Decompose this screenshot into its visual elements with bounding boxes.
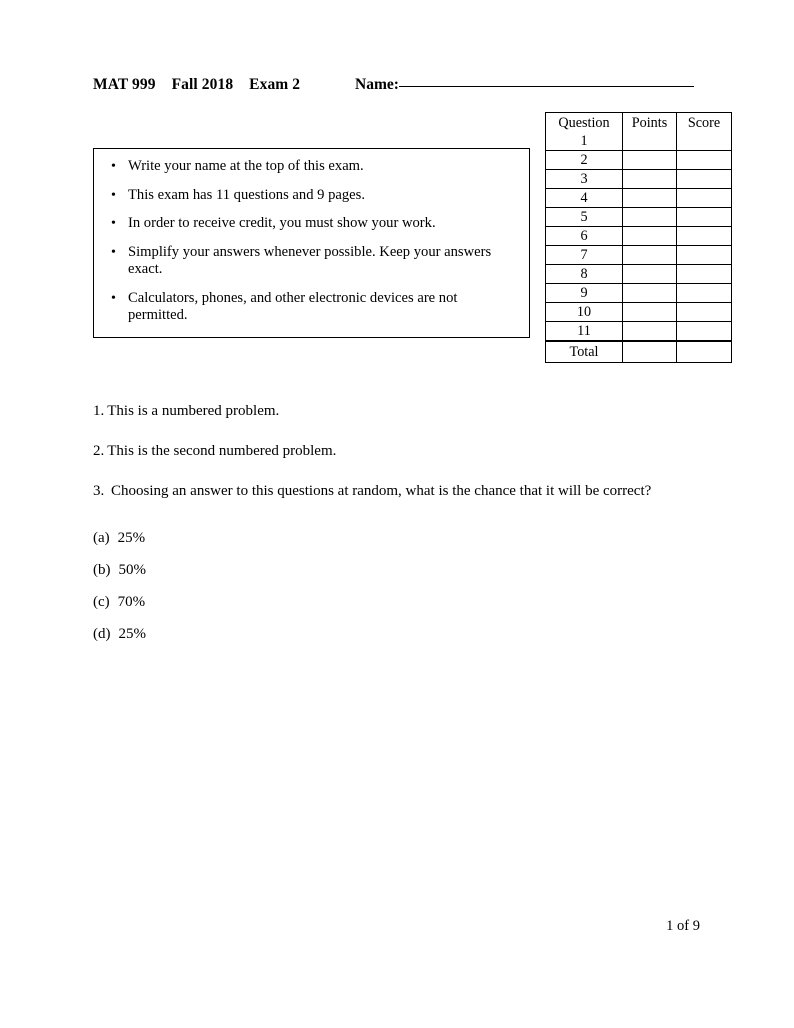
cell-score[interactable] [677, 208, 732, 227]
instruction-item [111, 186, 517, 205]
cell-score[interactable] [677, 170, 732, 189]
cell-score[interactable] [677, 284, 732, 303]
choice-item[interactable] [93, 561, 393, 579]
cell-score[interactable] [677, 246, 732, 265]
cell-points[interactable] [623, 322, 677, 342]
choice-text: 70% [117, 594, 146, 610]
cell-question: 4 [546, 189, 623, 208]
choice-item[interactable] [93, 593, 393, 611]
cell-score[interactable] [677, 132, 732, 151]
cell-question: 10 [546, 303, 623, 322]
problem-number: 2. [93, 443, 105, 459]
choice-text: 50% [118, 562, 146, 578]
table-row [546, 189, 732, 208]
page-indicator: 1 of 9 [666, 918, 700, 934]
table-row [546, 246, 732, 265]
cell-score[interactable] [677, 151, 732, 170]
exam-header [93, 76, 701, 98]
instruction-text: Calculators, phones, and other electronic devices are not permitted. [128, 289, 458, 323]
problem-text: This is the second numbered problem. [107, 443, 337, 459]
table-row [546, 284, 732, 303]
bullet-icon: • [111, 187, 116, 203]
cell-points[interactable] [623, 246, 677, 265]
cell-points[interactable] [623, 189, 677, 208]
exam-label: Exam 2 [249, 76, 301, 93]
table-row [546, 208, 732, 227]
bullet-icon: • [111, 290, 116, 306]
cell-points[interactable] [623, 151, 677, 170]
problem-item [93, 402, 700, 420]
cell-points[interactable] [623, 170, 677, 189]
instruction-text: Simplify your answers whenever possible. Keep your answers exact. [128, 243, 492, 277]
page-footer [0, 918, 700, 935]
choice-list [93, 529, 393, 657]
instruction-text: This exam has 11 questions and 9 pages. [128, 186, 365, 203]
table-header-row [546, 113, 732, 133]
cell-total-score[interactable] [677, 341, 732, 363]
problem-number: 3. [93, 483, 105, 499]
cell-points[interactable] [623, 208, 677, 227]
problem-item [93, 442, 700, 460]
choice-label: (b) [93, 562, 111, 578]
cell-score[interactable] [677, 227, 732, 246]
course-code: MAT 999 [93, 76, 156, 93]
bullet-icon: • [111, 244, 116, 260]
term-label: Fall 2018 [171, 76, 234, 93]
cell-total-points[interactable] [623, 341, 677, 363]
cell-question: 1 [546, 132, 623, 151]
cell-points[interactable] [623, 227, 677, 246]
choice-label: (d) [93, 626, 111, 642]
problem-text: Choosing an answer to this questions at random, what is the chance that it will be correct? [111, 483, 652, 499]
header-points: Points [623, 113, 677, 133]
table-row [546, 170, 732, 189]
instruction-item [111, 289, 517, 325]
name-label: Name: [355, 76, 399, 93]
cell-score[interactable] [677, 265, 732, 284]
instruction-text: In order to receive credit, you must show your work. [128, 215, 436, 231]
instruction-item [111, 158, 517, 176]
instruction-item [111, 215, 517, 233]
bullet-icon: • [111, 159, 116, 174]
table-row [546, 322, 732, 342]
instruction-item [111, 243, 517, 279]
name-field-group [355, 76, 694, 94]
cell-score[interactable] [677, 189, 732, 208]
table-total-row [546, 341, 732, 363]
header-question: Question [546, 113, 623, 133]
cell-points[interactable] [623, 132, 677, 151]
cell-question: 8 [546, 265, 623, 284]
choice-label: (a) [93, 530, 110, 546]
choice-label: (c) [93, 594, 110, 610]
cell-question: 5 [546, 208, 623, 227]
cell-score[interactable] [677, 303, 732, 322]
cell-points[interactable] [623, 303, 677, 322]
table-row [546, 151, 732, 170]
cell-question: 2 [546, 151, 623, 170]
cell-question: 7 [546, 246, 623, 265]
cell-total-label: Total [546, 341, 623, 363]
cell-points[interactable] [623, 265, 677, 284]
cell-question: 9 [546, 284, 623, 303]
table-row [546, 303, 732, 322]
table-row [546, 132, 732, 151]
problem-text: This is a numbered problem. [107, 403, 280, 419]
problem-list [93, 402, 700, 522]
score-table [545, 112, 732, 363]
instructions-box [93, 148, 530, 338]
choice-item[interactable] [93, 625, 393, 643]
choice-item[interactable] [93, 529, 393, 547]
choice-text: 25% [117, 530, 146, 546]
choice-text: 25% [118, 626, 146, 642]
problem-number: 1. [93, 403, 105, 419]
problem-item [93, 482, 700, 500]
instructions-list [94, 149, 529, 325]
bullet-icon: • [111, 216, 116, 231]
cell-question: 3 [546, 170, 623, 189]
instruction-text: Write your name at the top of this exam. [128, 158, 364, 174]
cell-points[interactable] [623, 284, 677, 303]
course-info [93, 76, 300, 94]
table-row [546, 227, 732, 246]
header-score: Score [677, 113, 732, 133]
cell-score[interactable] [677, 322, 732, 342]
table-row [546, 265, 732, 284]
cell-question: 11 [546, 322, 623, 342]
cell-question: 6 [546, 227, 623, 246]
name-input-rule[interactable] [399, 85, 694, 87]
